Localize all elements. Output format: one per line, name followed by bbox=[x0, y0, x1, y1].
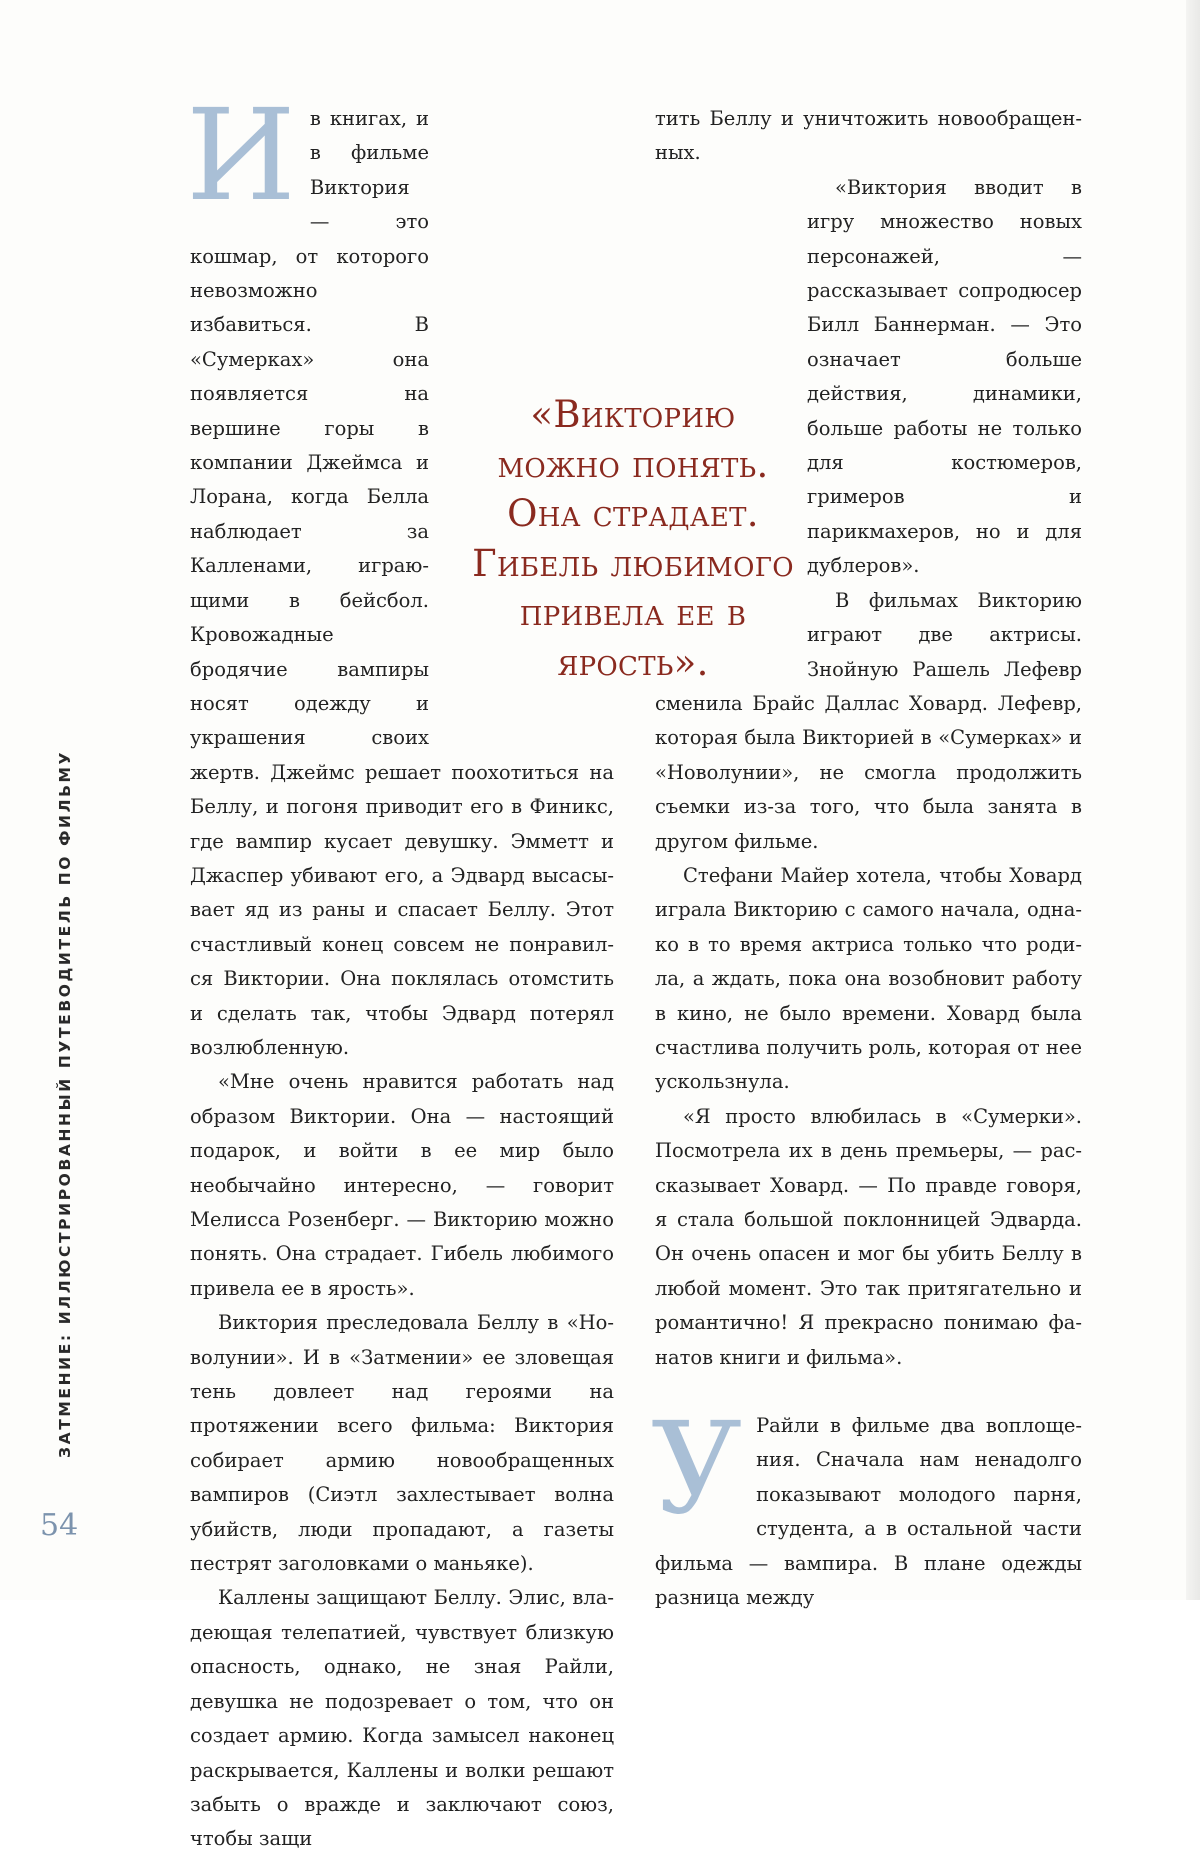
right-text-column bbox=[651, 102, 1082, 1615]
paragraph: Райли в фильме два воплощения. Сначала нам ненадолго показывают молодого парня, студента, а в остальной части фильма — вампира. В плане одежды разница между bbox=[655, 1414, 1082, 1610]
left-text-column bbox=[186, 82, 614, 1857]
dropcap-letter: У bbox=[651, 1395, 743, 1543]
paragraph: В фильмах Викторию играют две актрисы. Знойную Рашель Лефевр сменила Брайс Даллас Ховард. Лефевр, которая была Викторией в «Сумерках» и «Новолунии», не смогла продолжить съемки из-за того, что была занята в другом фильме. bbox=[655, 588, 1082, 853]
pull-quote: «Викторию можно понять. Она страдает. Гибель любимого привела ее в ярость». bbox=[472, 393, 794, 684]
paragraph: «Я просто влюбилась в «Сумерки». Посмотрела их в день премьеры, — рассказывает Ховард. — По правде говоря, я стала большой поклонницей Эдварда. Он очень опасен и мог бы убить Беллу в любой момент. Это так притягательно и романтично! Я прекрасно понимаю фанатов книги и фильма». bbox=[655, 1104, 1082, 1369]
paragraph: «Виктория вводит в игру множество новых персонажей, — рассказывает сопродюсер Билл Баннерман. — Это означает больше действия, динамики, больше работы не только для костюмеров, гримеров и парикмахеров, но и для дублеров». bbox=[807, 175, 1082, 578]
page-edge bbox=[1186, 0, 1200, 1600]
paragraph: «Мне очень нравится работать над образом Виктории. Она — настоящий подарок, и войти в ее мир было необычайно интересно, — говорит Мелисса Розенберг. — Викторию можно понять. Она страдает. Гибель любимого привела ее в ярость». bbox=[190, 1070, 614, 1300]
paragraph: Стефани Майер хотела, чтобы Ховард играла Викторию с самого начала, однако в то время актриса только что родила, а ждать, пока она возобновит работу в кино, не было времени. Ховард была счастлива получить роль, которая от нее ускользнула. bbox=[655, 863, 1082, 1094]
paragraph: тить Беллу и уничтожить новообращенных. bbox=[655, 107, 1082, 165]
running-head: ЗАТМЕНИЕ: ИЛЛЮСТРИРОВАННЫЙ ПУТЕВОДИТЕЛЬ ПО ФИЛЬМУ bbox=[56, 749, 74, 1458]
paragraph: в книгах, и в фильме Виктория — это кошмар, от которого невозможно избавиться. В «Сумерках» она появляется на вершине горы в компании Джеймса и Лорана, когда Белла наблюдает за Калленами, играющими в бейсбол. Кровожадные бродячие вампиры носят одежду и украшения своих жертв. Джеймс решает поохотиться на Беллу, и погоня приводит его в Финикс, где вампир кусает девушку. Эмметт и Джаспер убивают его, а Эдвард высасывает яд из раны и спасает Беллу. Этот счастливый конец совсем не понравился Виктории. Она поклялась отомстить и сделать так, чтобы Эдвард потерял возлюбленную. bbox=[190, 107, 614, 1059]
paragraph: Виктория преследовала Беллу в «Новолунии». И в «Затмении» ее зловещая тень довлеет над героями на протяжении всего фильма: Виктория собирает армию новообращенных вампиров (Сиэтл захлестывает волна убийств, люди пропадают, а газеты пестрят заголовками о маньяке). bbox=[190, 1311, 614, 1576]
dropcap-letter: И bbox=[186, 82, 296, 229]
paragraph: Каллены защищают Беллу. Элис, владеющая телепатией, чувствует близкую опасность, однако, не зная Райли, девушка не подозревает о том, что он создает армию. Когда замысел наконец раскрывается, Каллены и волки решают забыть о вражде и заключают союз, чтобы защи bbox=[190, 1586, 614, 1851]
page-number: 54 bbox=[40, 1508, 79, 1543]
